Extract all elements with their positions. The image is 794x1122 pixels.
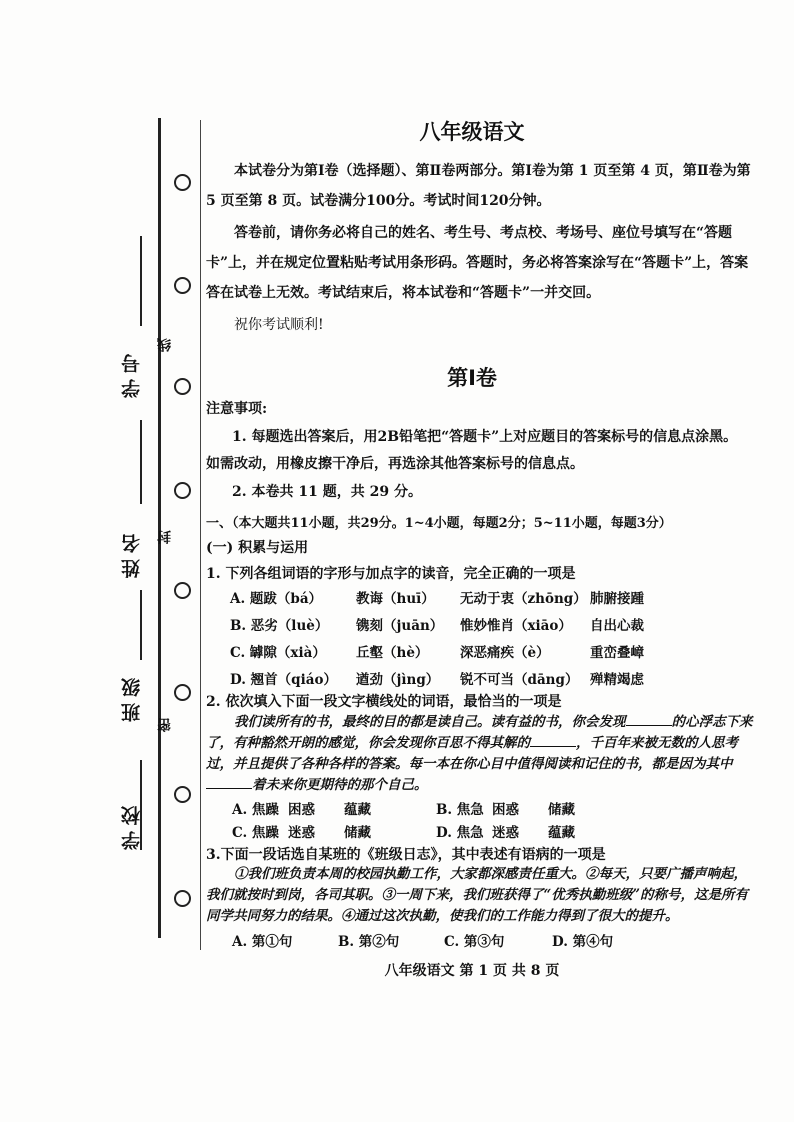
subsection-heading: (一) 积累与运用 bbox=[206, 540, 309, 556]
question-2-passage bbox=[206, 712, 754, 796]
volume-title: 第Ⅰ卷 bbox=[447, 366, 497, 390]
question-1-option-cell: 重峦叠嶂 bbox=[590, 645, 644, 661]
passage-text: 我们读所有的书，最终的目的都是读自己。读有益的书，你会发现 bbox=[234, 714, 626, 730]
fill-line bbox=[140, 236, 142, 326]
question-2-option-word: 困惑 bbox=[288, 802, 315, 818]
binding-hole bbox=[174, 890, 191, 907]
notes-heading: 注意事项: bbox=[206, 401, 268, 417]
question-1-option-cell: 肺腑接踵 bbox=[590, 591, 644, 607]
question-1-option-cell: 深恶痛疾（è） bbox=[460, 645, 550, 661]
question-3-option: D. 第④句 bbox=[552, 934, 614, 950]
binding-line-inner bbox=[200, 120, 201, 950]
binding-line bbox=[158, 118, 161, 938]
binding-hole bbox=[174, 786, 191, 803]
label-school: 学校 bbox=[121, 800, 143, 850]
passage-text: 着未来你更期待的那个自己。 bbox=[252, 777, 428, 793]
question-2-option-word: 储藏 bbox=[548, 802, 575, 818]
question-1-option-cell: 殚精竭虑 bbox=[590, 672, 644, 688]
question-1-option-cell: 丘壑（hè） bbox=[356, 645, 429, 661]
question-1-option-cell: B. 恶劣（luè） bbox=[230, 618, 329, 634]
label-student-id: 学号 bbox=[121, 348, 143, 398]
fill-blank bbox=[530, 734, 576, 747]
label-class: 班级 bbox=[121, 672, 143, 722]
note-1: 1. 每题选出答案后，用2B铅笔把“答题卡”上对应题目的答案标号的信息点涂黑。 bbox=[232, 429, 738, 445]
question-2-option-word: 困惑 bbox=[492, 802, 519, 818]
question-1-option-cell: A. 题跋（bá） bbox=[230, 591, 323, 607]
question-2-option-word: 迷惑 bbox=[288, 825, 315, 841]
question-2-option-word: 蕴藏 bbox=[548, 825, 575, 841]
question-2-option-word: 迷惑 bbox=[492, 825, 519, 841]
question-1-option-cell: C. 罅隙（xià） bbox=[230, 645, 326, 661]
question-3-option: A. 第①句 bbox=[232, 934, 293, 950]
binding-hole bbox=[174, 582, 191, 599]
question-1-option-cell: 锐不可当（dāng） bbox=[460, 672, 579, 688]
binding-hole bbox=[174, 482, 191, 499]
fill-line bbox=[140, 590, 142, 660]
question-3-option: B. 第②句 bbox=[338, 934, 400, 950]
fill-line bbox=[140, 420, 142, 504]
question-1-option-cell: 无动于衷（zhōng） bbox=[460, 591, 587, 607]
question-2-option-word: 储藏 bbox=[344, 825, 371, 841]
question-2-stem: 2. 依次填入下面一段文字横线处的词语，最恰当的一项是 bbox=[206, 694, 562, 710]
page-footer: 八年级语文 第 1 页 共 8 页 bbox=[384, 963, 560, 979]
label-name: 姓名 bbox=[121, 528, 143, 578]
question-2-option-word: D. 焦急 bbox=[436, 825, 484, 841]
question-1-option-cell: 自出心裁 bbox=[590, 618, 644, 634]
passage-text: ，千百年来被无数的人思考过，并且提供了各种各样的答案。每一本在你心目中值得阅读和记住的书，都是因为其中 bbox=[206, 735, 738, 772]
seal-word: 封 bbox=[157, 530, 173, 544]
seal-word: 线 bbox=[157, 338, 173, 352]
question-2-option-word: A. 焦躁 bbox=[232, 802, 279, 818]
fill-blank bbox=[206, 776, 252, 789]
passage-text: 的心浮志下来了，有种豁然开朗的感觉，你会发现你百思不得其解的 bbox=[206, 714, 753, 751]
note-1-cont: 如需改动，用橡皮擦干净后，再选涂其他答案标号的信息点。 bbox=[206, 456, 584, 472]
question-1-option-cell: 遒劲（jìng） bbox=[356, 672, 440, 688]
question-2-option-word: 蕴藏 bbox=[344, 802, 371, 818]
binding-hole bbox=[174, 174, 191, 191]
exam-title: 八年级语文 bbox=[419, 120, 525, 144]
question-1-option-cell: 镌刻（juān） bbox=[356, 618, 444, 634]
question-3-option: C. 第③句 bbox=[444, 934, 505, 950]
seal-word: 密 bbox=[157, 718, 173, 732]
question-2-option-word: B. 焦急 bbox=[436, 802, 484, 818]
question-1-option-cell: 教诲（huī） bbox=[356, 591, 435, 607]
question-2-option-word: C. 焦躁 bbox=[232, 825, 279, 841]
question-1-stem: 1. 下列各组词语的字形与加点字的读音，完全正确的一项是 bbox=[206, 566, 576, 582]
question-1-option-cell: 惟妙惟肖（xiāo） bbox=[460, 618, 572, 634]
binding-hole bbox=[174, 684, 191, 701]
question-1-option-cell: D. 翘首（qiáo） bbox=[230, 672, 337, 688]
note-2: 2. 本卷共 11 题，共 29 分。 bbox=[232, 484, 422, 500]
binding-hole bbox=[174, 277, 191, 294]
intro-paragraph: 本试卷分为第Ⅰ卷（选择题）、第Ⅱ卷两部分。第Ⅰ卷为第 1 页至第 4 页，第Ⅱ卷为第 5 页至第 8 页。试卷满分100分。考试时间120分钟。 bbox=[206, 163, 751, 209]
fill-blank bbox=[626, 713, 672, 726]
wish-text: 祝你考试顺利! bbox=[234, 317, 324, 333]
question-3-passage: ①我们班负责本周的校园执勤工作，大家都深感责任重大。②每天，只要广播声响起，我们就按时到岗，各司其职。③一周下来，我们班获得了“优秀执勤班级”的称号，这是所有同学共同努力的结果。④通过这次执勤，使我们的工作能力得到了很大的提升。 bbox=[206, 866, 749, 924]
question-3-stem: 3.下面一段话选自某班的《班级日志》，其中表述有语病的一项是 bbox=[206, 847, 606, 863]
section-heading: 一、（本大题共11小题，共29分。1~4小题，每题2分；5~11小题，每题3分） bbox=[206, 516, 672, 531]
instructions-paragraph: 答卷前，请你务必将自己的姓名、考生号、考点校、考场号、座位号填写在“答题卡”上，并在规定位置粘贴考试用条形码。答题时，务必将答案涂写在“答题卡”上，答案答在试卷上无效。考试结束后，将本试卷和“答题卡”一并交回。 bbox=[206, 225, 749, 301]
